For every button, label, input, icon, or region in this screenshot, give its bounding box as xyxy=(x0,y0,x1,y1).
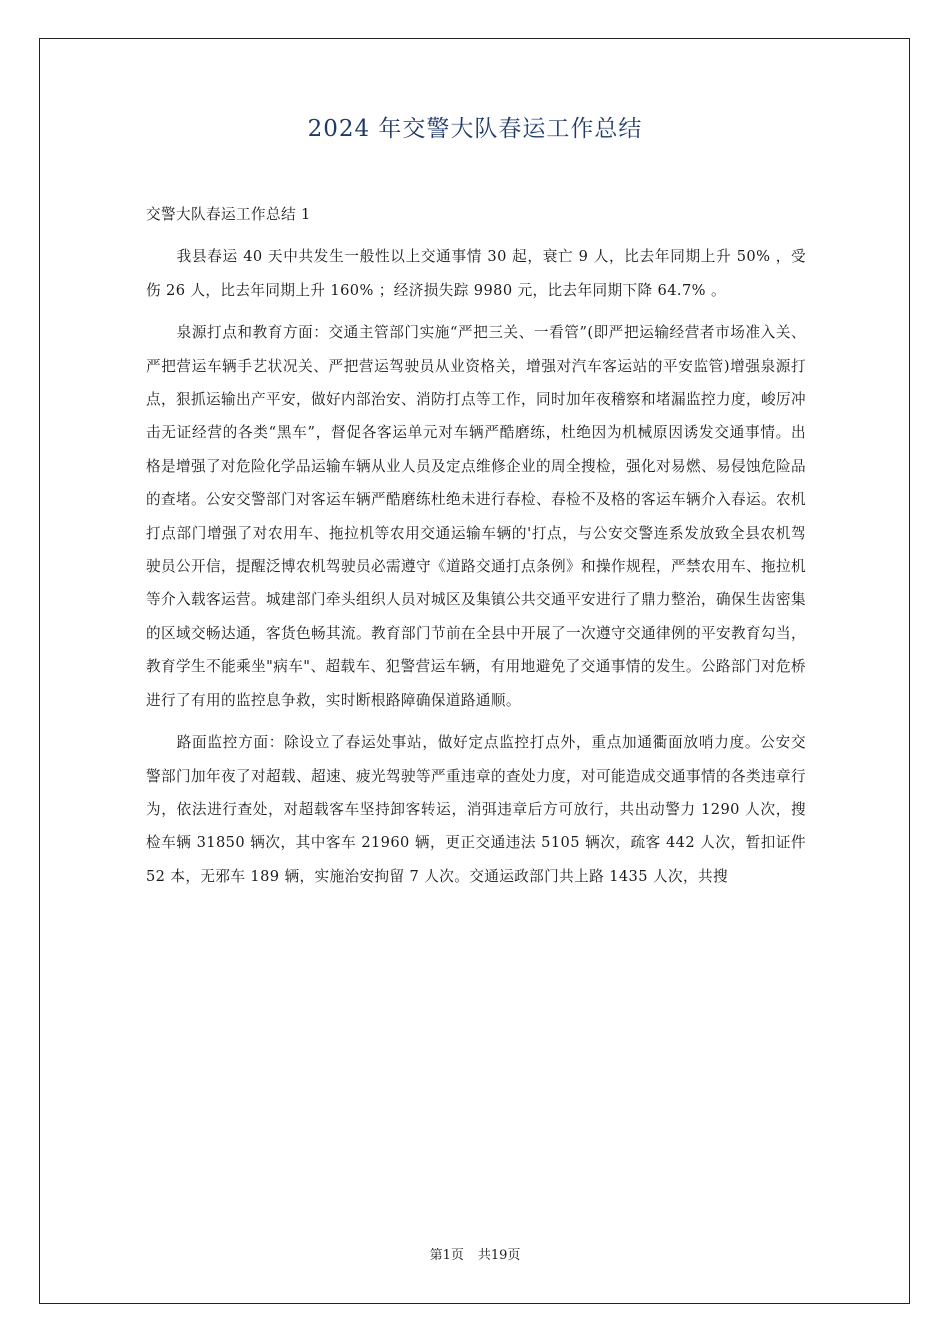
document-title: 2024 年交警大队春运工作总结 xyxy=(307,116,643,142)
page-footer xyxy=(0,1246,950,1266)
paragraph-road-monitoring: 路面监控方面：除设立了春运处事站，做好定点监控打点外，重点加通衢面放哨力度。公安交警部门加年夜了对超载、超速、疲光驾驶等严重违章的查处力度，对可能造成交通事情的各类违章行为，依法进行查处，对超载客车坚持卸客转运，消弭违章后方可放行，共出动警力 1290 人次，搜检车辆 31850 辆次，其中客车 21960 辆，更正交通违法 5105 辆次，疏客 442 人次，暂扣证件 52 本，无邪车 189 辆，实施治安拘留 7 人次。交通运政部门共上路 1435 人次，共搜 xyxy=(146,734,806,885)
section-heading: 交警大队春运工作总结 1 xyxy=(146,206,311,223)
page-total: 共19页 xyxy=(477,1248,521,1263)
paragraph-source-management: 泉源打点和教育方面：交通主管部门实施“严把三关、一看管”(即严把运输经营者市场准入关、严把营运车辆手艺状况关、严把营运驾驶员从业资格关，增强对汽车客运站的平安监管)增强泉源打点，狠抓运输出产平安，做好内部治安、消防打点等工作，同时加年夜稽察和堵漏监控力度，峻厉冲击无证经营的各类“黑车”，督促各客运单元对车辆严酷磨练，杜绝因为机械原因诱发交通事情。出格是增强了对危险化学品运输车辆从业人员及定点维修企业的周全搜检，强化对易燃、易侵蚀危险品的查堵。公安交警部门对客运车辆严酷磨练杜绝未进行春检、春检不及格的客运车辆介入春运。农机打点部门增强了对农用车、拖拉机等农用交通运输车辆的'打点，与公安交警连系发放致全县农机驾驶员公开信，提醒泛博农机驾驶员必需遵守《道路交通打点条例》和操作规程，严禁农用车、拖拉机等介入载客运营。城建部门牵头组织人员对城区及集镇公共交通平安进行了鼎力整治，确保生齿密集的区域交畅达通，客货色畅其流。教育部门节前在全县中开展了一次遵守交通律例的平安教育勾当，教育学生不能乘坐"病车"、超载车、犯警营运车辆，有用地避免了交通事情的发生。公路部门对危桥进行了有用的监控息争救，实时断根路障确保道路通顺。 xyxy=(146,324,806,709)
page-number: 第1页 xyxy=(429,1248,464,1263)
paragraph-statistics: 我县春运 40 天中共发生一般性以上交通事情 30 起，衰亡 9 人，比去年同期上升 50% ，受伤 26 人，比去年同期上升 160% ；经济损失踪 9980 元，比去年同期下降 64.7% 。 xyxy=(146,248,806,299)
document-body xyxy=(146,198,806,902)
